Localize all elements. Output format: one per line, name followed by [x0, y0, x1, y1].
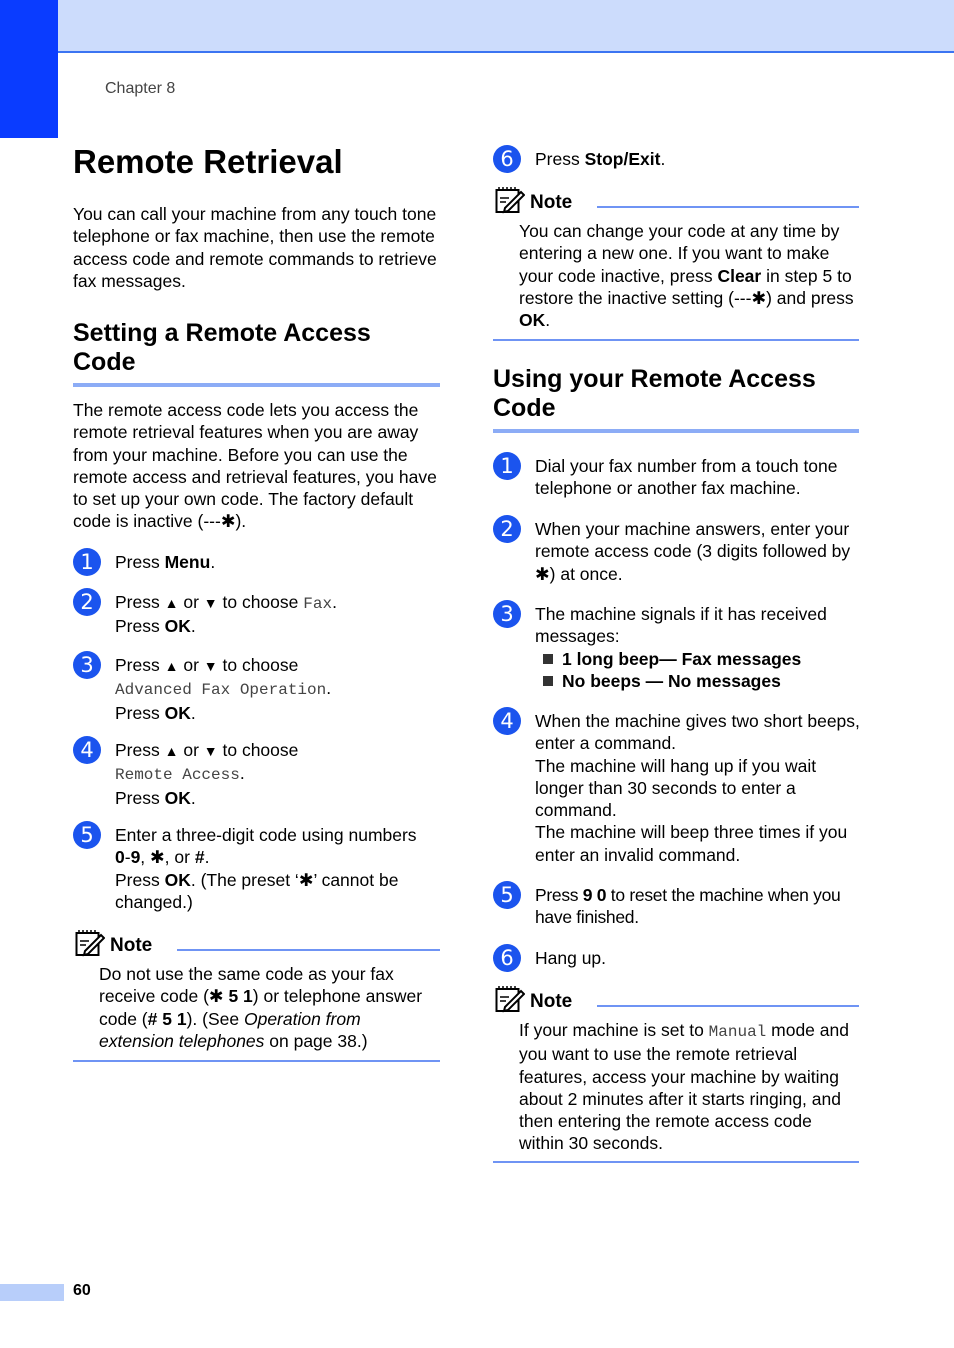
note-pencil-icon: [495, 985, 525, 1013]
stop-exit-key: Stop/Exit: [584, 149, 661, 169]
using-heading: Using your Remote Access Code: [493, 365, 859, 433]
down-arrow-icon: ▼: [203, 658, 218, 674]
ok-key: OK: [164, 787, 191, 808]
chapter-tab: [0, 0, 58, 138]
step-number: 4: [493, 707, 521, 735]
down-arrow-icon: ▼: [203, 743, 218, 759]
header-band: [0, 0, 954, 53]
ok-key: OK: [164, 869, 191, 890]
note-bottom-rule: [73, 1060, 440, 1062]
ok-key: OK: [164, 702, 191, 723]
up-arrow-icon: ▲: [164, 595, 179, 611]
reset-key: 9 0: [582, 885, 607, 905]
note-rule: [177, 949, 440, 951]
note-change-code: [493, 186, 859, 342]
lcd-mode-text: Manual: [708, 1023, 767, 1041]
note-label: Note: [530, 192, 573, 213]
bullet-fax-messages: 1 long beep— Fax messages: [535, 648, 860, 670]
lcd-menu-text: Fax: [303, 595, 333, 613]
step-number: 5: [493, 881, 521, 909]
note-text: If your machine is set to Manual mode and you want to use the remote retrieval features, access your machine by waiting about 2 minutes after it starts ringing, and then entering the remote access code within 30 seconds.: [519, 1020, 849, 1154]
square-bullet-icon: [543, 654, 553, 664]
step-number: 6: [493, 944, 521, 972]
square-bullet-icon: [543, 676, 553, 686]
ok-key: OK: [164, 616, 191, 637]
page-title: Remote Retrieval: [73, 143, 343, 180]
lcd-menu-text: Remote Access: [115, 766, 240, 785]
note-text: You can change your code at any time by entering a new one. If you want to make your code inactive, press Clear in step 5 to restore the inactive setting (---✱) and press OK.: [519, 221, 854, 331]
note-label: Note: [110, 935, 153, 956]
bullet-no-messages: No beeps — No messages: [535, 670, 860, 692]
step-number: 1: [73, 548, 101, 576]
step-number: 3: [73, 651, 101, 679]
step-number: 2: [493, 515, 521, 543]
note-label: Note: [530, 991, 573, 1012]
step-number: 4: [73, 736, 101, 764]
lcd-menu-text: Advanced Fax Operation: [115, 681, 327, 700]
step-number: 1: [493, 452, 521, 480]
note-manual-mode: [493, 985, 859, 1164]
menu-key: Menu: [164, 552, 211, 572]
note-bottom-rule: [493, 339, 859, 341]
note-rule: [597, 1005, 859, 1007]
setting-paragraph: The remote access code lets you access the remote retrieval features when you are away from your machine. Before you can use the remote access and retrieval features, you have to set up your own code. The factory default code is inactive (---✱).: [73, 400, 437, 532]
down-arrow-icon: ▼: [203, 595, 218, 611]
step-number: 5: [73, 821, 101, 849]
intro-paragraph: You can call your machine from any touch tone telephone or fax machine, then use the remote access code and remote commands to retrieve fax messages.: [73, 204, 437, 291]
step-number: 2: [73, 588, 101, 616]
step-number: 6: [493, 145, 521, 173]
note-pencil-icon: [495, 186, 525, 214]
note-pencil-icon: [75, 929, 105, 957]
note-bottom-rule: [493, 1161, 859, 1163]
note-text: Do not use the same code as your fax receive code (✱ 5 1) or telephone answer code (# 5 1). (See Operation from extension telephones on page 38.): [99, 964, 423, 1051]
setting-heading: Setting a Remote Access Code: [73, 319, 440, 387]
page-number: 60: [73, 1282, 91, 1299]
chapter-label: Chapter 8: [105, 80, 176, 97]
step-number: 3: [493, 600, 521, 628]
up-arrow-icon: ▲: [164, 743, 179, 759]
footer-bar: [0, 1284, 64, 1301]
note-rule: [597, 206, 859, 208]
note-setting: [73, 929, 440, 1063]
up-arrow-icon: ▲: [164, 658, 179, 674]
